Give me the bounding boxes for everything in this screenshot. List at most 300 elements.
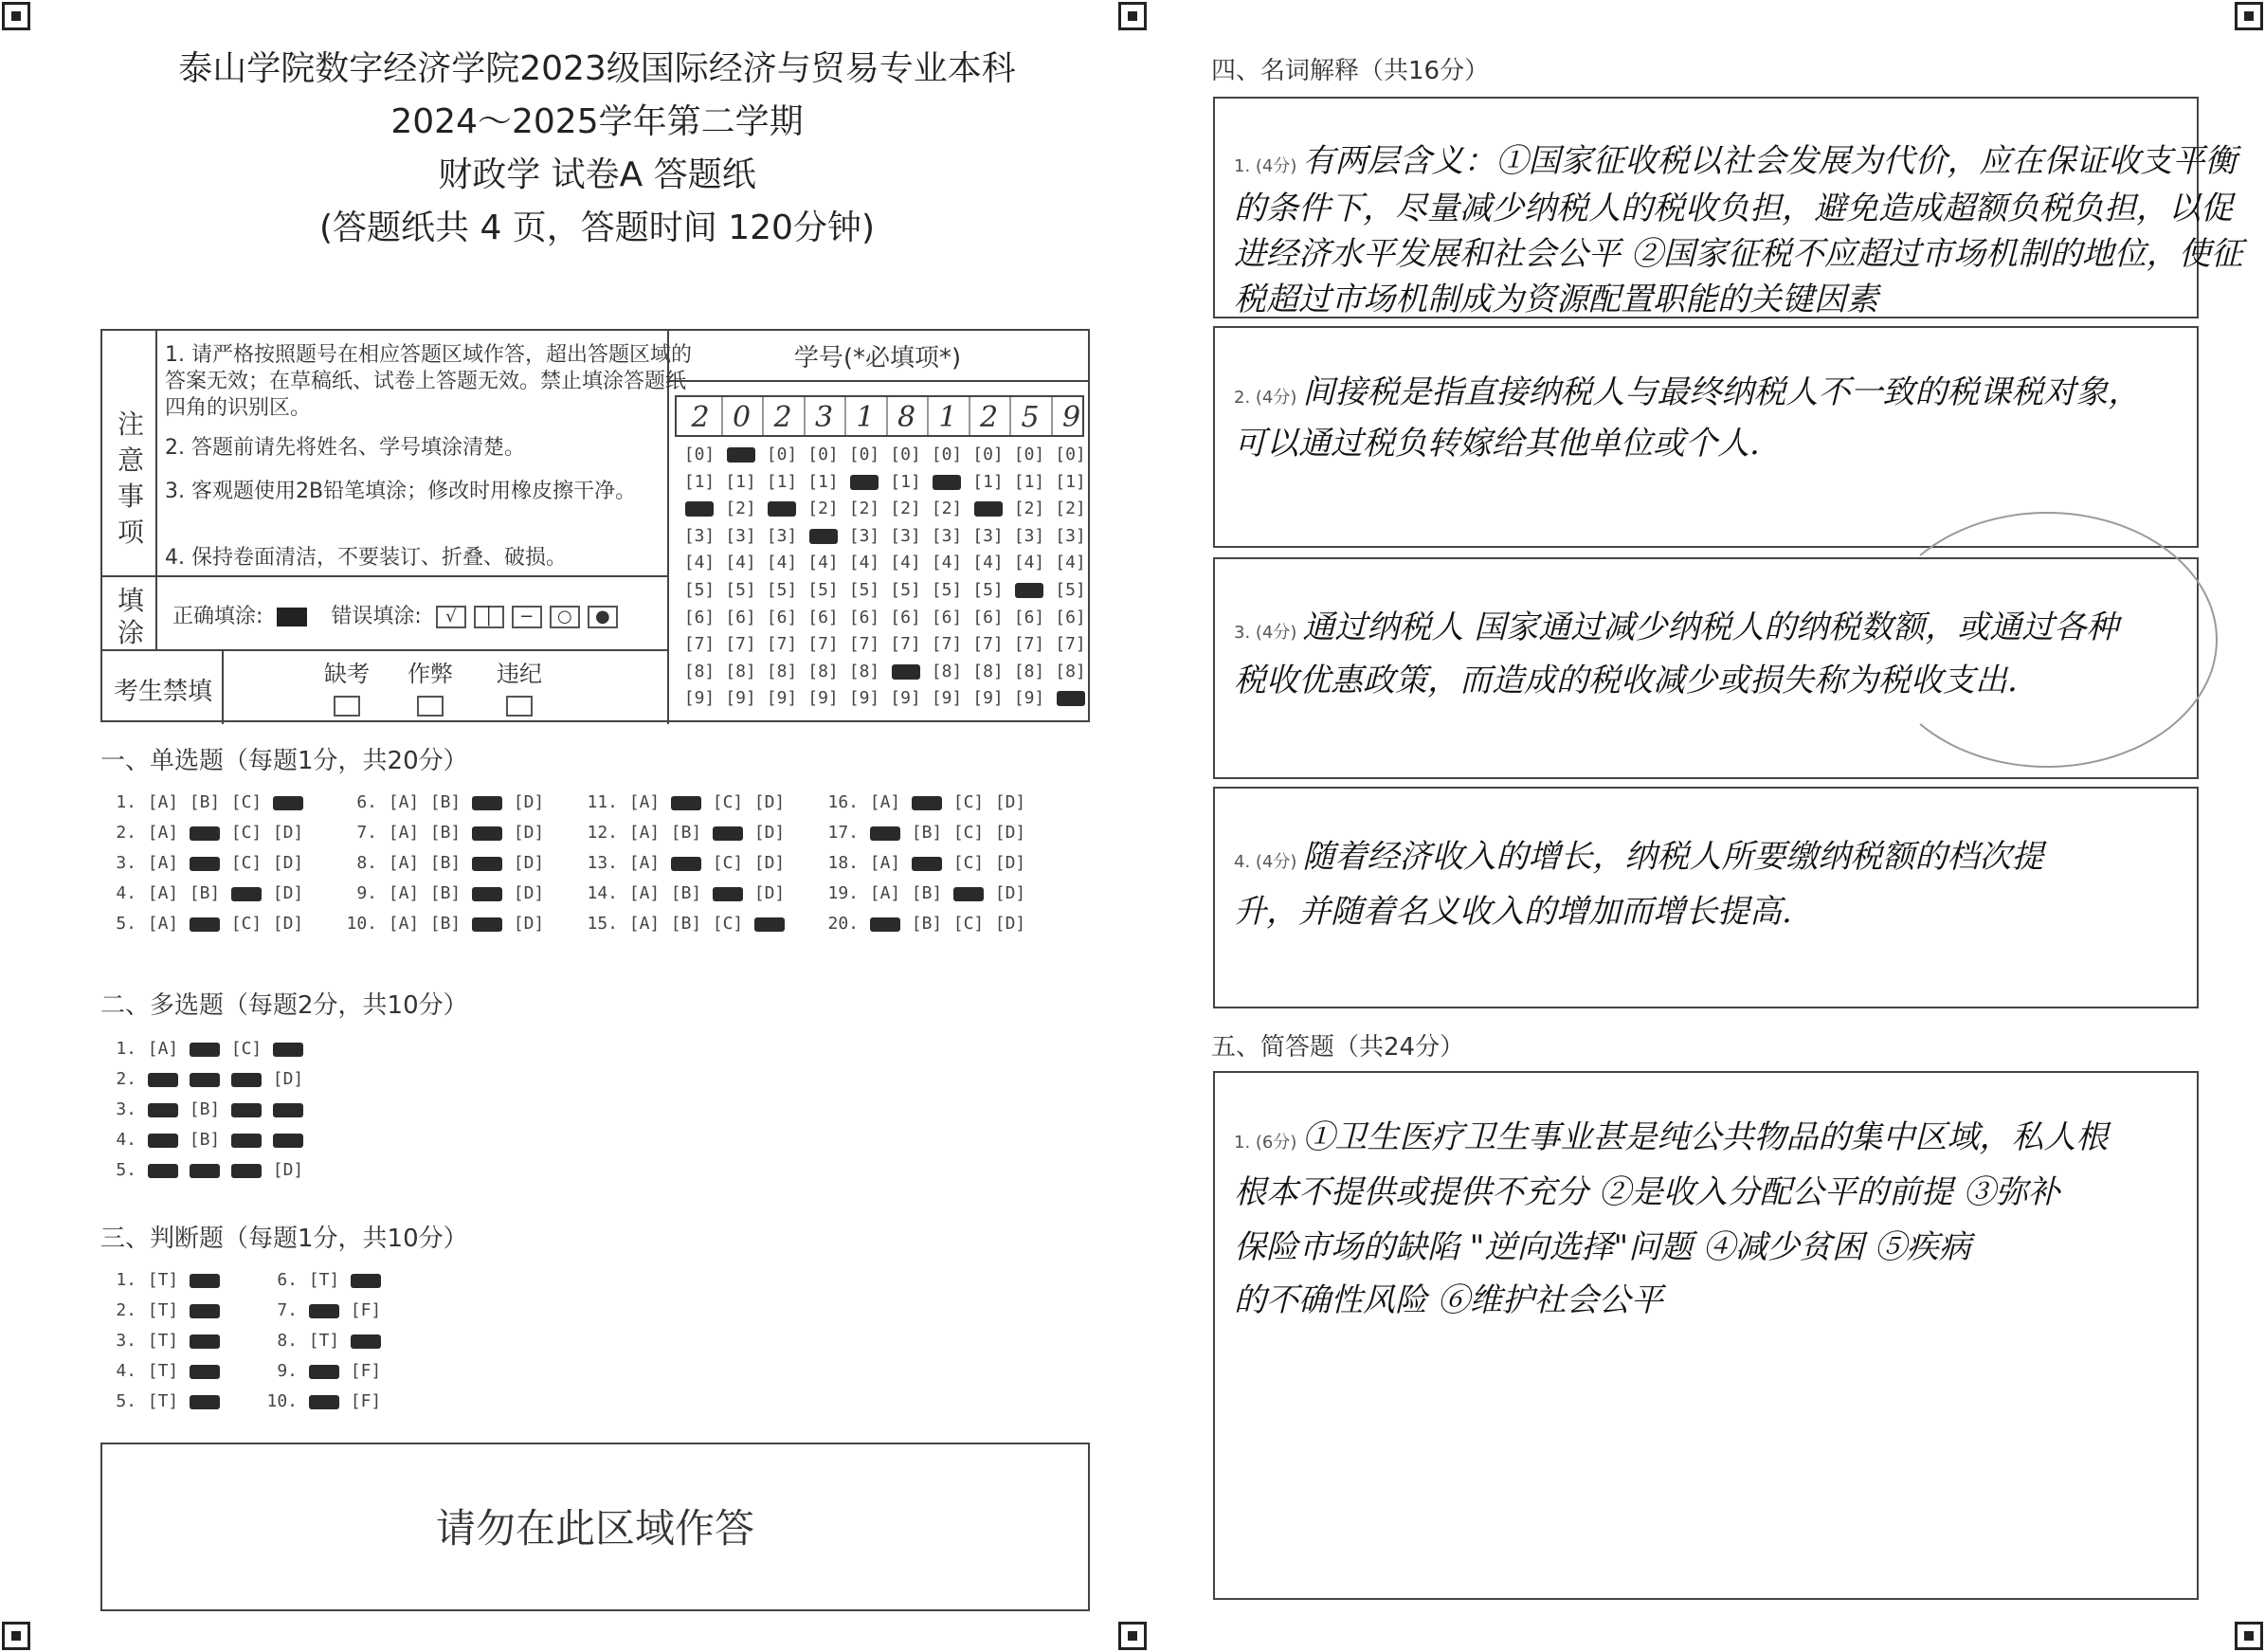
student-id-bubble[interactable]: [4] (1055, 553, 1086, 573)
student-id-bubble[interactable]: [7] (1055, 634, 1086, 655)
single-option-B[interactable]: [B] (189, 792, 221, 812)
student-id-bubble[interactable]: [9] (890, 688, 921, 709)
student-id-bubble[interactable]: [3] (890, 525, 921, 546)
wrong-fill-marks (428, 605, 618, 628)
single-question-9: 9. [A] [B] [D] (345, 883, 550, 903)
student-id-digit: 8 (897, 401, 916, 434)
single-question-19: 19. [A] [B] [D] (826, 883, 1031, 903)
multi-option-D[interactable] (267, 1039, 309, 1059)
single-option-C[interactable] (226, 883, 267, 903)
multi-option-B[interactable] (184, 1039, 226, 1059)
student-id-bubble[interactable]: [1] (807, 471, 839, 492)
single-option-C[interactable] (948, 883, 989, 903)
single-option-A[interactable]: [A] (147, 823, 179, 843)
section2-title: 二、多选题（每题2分，共10分） (100, 991, 468, 1020)
student-id-bubble[interactable]: [6] (807, 607, 839, 627)
single-option-D[interactable]: [D] (994, 823, 1026, 843)
judge-option-T[interactable]: [T] (308, 1270, 340, 1290)
student-id-bubble[interactable]: [6] (1013, 607, 1045, 627)
judge-option-T[interactable] (303, 1300, 345, 1320)
multi-option-C[interactable] (226, 1130, 267, 1150)
student-id-bubble[interactable]: [1] (683, 471, 716, 492)
student-id-bubble[interactable]: [0] (766, 445, 798, 464)
student-id-bubble[interactable]: [4] (972, 553, 1004, 573)
multi-option-D[interactable] (267, 1099, 309, 1119)
single-question-10: 10. [A] [B] [D] (345, 914, 550, 934)
student-id-bubble[interactable]: [8] (766, 661, 798, 681)
student-id-bubble[interactable]: [0] (1055, 445, 1086, 464)
judge-question-3: 3. [T] (104, 1331, 226, 1351)
single-option-D[interactable]: [D] (272, 914, 304, 934)
notice-item-1: 1. 请严格按照题号在相应答题区域作答，超出答题区域的答案无效；在草稿纸、试卷上答题无效。禁止填涂答题纸四角的识别区。 (165, 343, 692, 420)
single-option-A[interactable]: [A] (388, 883, 420, 903)
corner-marker-bottom-left (2, 1622, 30, 1650)
student-id-digit: 5 (1021, 401, 1040, 434)
judge-option-T[interactable]: [T] (147, 1391, 179, 1411)
single-option-B[interactable]: [B] (429, 792, 462, 812)
student-id-bubble[interactable]: [7] (683, 634, 716, 655)
student-id-bubble[interactable]: [1] (725, 471, 756, 492)
multi-option-B[interactable] (184, 1160, 226, 1180)
student-id-bubble[interactable]: [2] (931, 499, 963, 519)
correct-fill-mark (277, 608, 307, 626)
sheet-title-line4: (答题纸共 4 页，答题时间 120分钟) (318, 209, 876, 247)
student-id-bubble[interactable]: [2] (848, 499, 880, 519)
sheet-title-line3: 财政学 试卷A 答题纸 (438, 155, 756, 194)
student-id-digit: 3 (814, 401, 834, 434)
single-option-A[interactable]: [A] (628, 853, 661, 873)
multi-option-A[interactable] (142, 1130, 184, 1150)
student-id-bubble[interactable]: [1] (1055, 471, 1086, 492)
student-id-bubble[interactable]: [8] (848, 661, 880, 681)
student-id-bubble[interactable]: [3] (683, 525, 716, 546)
student-id-bubble[interactable]: [6] (725, 607, 756, 627)
single-question-11: 11. [A] [C] [D] (586, 792, 790, 812)
student-id-bubble[interactable]: [0] (972, 445, 1004, 464)
judge-option-F[interactable]: [F] (350, 1300, 382, 1320)
corner-marker-top-left (2, 2, 30, 30)
single-option-D[interactable]: [D] (513, 883, 545, 903)
single-option-C[interactable] (466, 883, 508, 903)
single-option-C[interactable]: [C] (712, 914, 744, 934)
single-option-D[interactable]: [D] (272, 823, 304, 843)
student-id-bubble[interactable]: [3] (766, 525, 798, 546)
student-id-bubble[interactable]: [5] (725, 580, 756, 600)
judge-option-F[interactable]: [F] (350, 1391, 382, 1411)
single-option-C[interactable] (466, 792, 508, 812)
student-id-bubble[interactable]: [7] (1013, 634, 1045, 655)
single-option-D[interactable] (267, 792, 309, 812)
judge-option-T[interactable] (303, 1391, 345, 1411)
single-question-12: 12. [A] [B] [D] (586, 823, 790, 843)
student-id-bubble[interactable]: [8] (725, 661, 756, 681)
answer-box-s4-q4[interactable]: 4. (4分) 随着经济收入的增长，纳税人所要缴纳税额的档次提 升，并随着名义收入的增加而增长提高. (1213, 787, 2199, 1008)
single-question-15: 15. [A] [B] [C] (586, 914, 790, 934)
judge-question-2: 2. [T] (104, 1300, 226, 1320)
single-option-B[interactable] (184, 853, 226, 873)
answer-box-s4-q1[interactable]: 1. (4分) 有两层含义：①国家征收税以社会发展为代价，应在保证收支平衡 的条件下，尽量减少纳税人的税收负担，避免造成超额负税负担，以促 进经济水平发展和社会公平 ②国家征税不应超过市场机制的地位，使征 税超过市场机制成为资源配置职能的关键因素 (1213, 97, 2199, 318)
single-question-14: 14. [A] [B] [D] (586, 883, 790, 903)
student-id-bubble[interactable]: [1] (1013, 471, 1045, 492)
judge-question-8: 8. [T] (265, 1331, 387, 1351)
single-option-C[interactable]: [C] (230, 823, 263, 843)
judge-question-7: 7. [F] (265, 1300, 387, 1320)
single-option-D[interactable]: [D] (513, 853, 545, 873)
student-id-bubble[interactable]: [5] (972, 580, 1004, 600)
single-option-C[interactable] (466, 823, 508, 843)
single-option-C[interactable]: [C] (712, 853, 744, 873)
single-option-D[interactable]: [D] (753, 823, 786, 843)
single-option-A[interactable]: [A] (628, 914, 661, 934)
student-id-bubble[interactable] (805, 526, 843, 546)
student-id-bubble[interactable]: [4] (807, 553, 839, 573)
single-option-A[interactable]: [A] (869, 853, 901, 873)
student-id-bubble[interactable]: [3] (972, 525, 1004, 546)
single-option-C[interactable]: [C] (230, 914, 263, 934)
student-id-bubble[interactable]: [4] (766, 553, 798, 573)
student-id-bubble[interactable] (928, 472, 966, 492)
student-id-bubble[interactable]: [6] (848, 607, 880, 627)
fill-example-row (172, 600, 618, 629)
student-id-bubble[interactable] (680, 499, 718, 518)
single-option-B[interactable] (665, 853, 707, 873)
single-question-2: 2. [A] [C] [D] (104, 823, 309, 843)
multi-question-2: 2. [D] (104, 1069, 309, 1089)
section1-title: 一、单选题（每题1分，共20分） (100, 747, 468, 775)
student-id-bubble[interactable]: [3] (1055, 525, 1086, 546)
student-id-bubble[interactable]: [5] (1055, 580, 1086, 600)
student-id-bubble[interactable]: [8] (972, 661, 1004, 681)
single-option-A[interactable]: [A] (628, 792, 661, 812)
multi-question-1: 1. [A] [C] (104, 1039, 309, 1059)
judge-option-T[interactable] (303, 1361, 345, 1381)
single-option-C[interactable] (466, 914, 508, 934)
student-id-area (669, 331, 1090, 722)
student-id-bubble[interactable]: [7] (931, 634, 963, 655)
student-id-bubble[interactable]: [7] (848, 634, 880, 655)
single-option-D[interactable]: [D] (513, 914, 545, 934)
pencil-circle-mark (1876, 512, 2218, 768)
student-id-bubble[interactable]: [4] (890, 553, 921, 573)
single-question-5: 5. [A] [C] [D] (104, 914, 309, 934)
single-option-D[interactable]: [D] (753, 883, 786, 903)
wrong-fill-mark-3: − (512, 606, 542, 628)
multi-option-C[interactable] (226, 1160, 267, 1180)
judge-question-5: 5. [T] (104, 1391, 226, 1411)
student-id-bubble[interactable]: [2] (807, 499, 839, 519)
multi-option-B[interactable]: [B] (189, 1099, 221, 1119)
single-option-B[interactable] (184, 823, 226, 843)
judge-option-F[interactable] (345, 1331, 387, 1351)
section5-title: 五、简答题（共24分） (1211, 1033, 1465, 1062)
judge-question-1: 1. [T] (104, 1270, 226, 1290)
single-question-1: 1. [A] [B] [C] (104, 792, 309, 812)
single-option-B[interactable]: [B] (429, 883, 462, 903)
student-id-bubble[interactable]: [1] (972, 471, 1004, 492)
single-option-A[interactable]: [A] (388, 792, 420, 812)
single-option-B[interactable]: [B] (429, 914, 462, 934)
corner-marker-bottom-middle (1118, 1622, 1147, 1650)
student-id-bubble[interactable] (763, 499, 801, 518)
no-answer-zone: 请勿在此区域作答 (100, 1443, 1090, 1611)
student-id-bubble[interactable]: [4] (683, 553, 716, 573)
wrong-fill-label: 错误填涂: (331, 605, 422, 628)
single-option-A[interactable]: [A] (388, 914, 420, 934)
student-id-bubble[interactable]: [4] (931, 553, 963, 573)
student-id-bubble[interactable]: [0] (683, 445, 716, 464)
judge-option-T[interactable]: [T] (147, 1361, 179, 1381)
single-option-A[interactable]: [A] (628, 823, 661, 843)
student-id-bubble[interactable]: [9] (931, 688, 963, 709)
single-option-A[interactable]: [A] (869, 883, 901, 903)
student-id-bubble[interactable] (1010, 580, 1048, 600)
judge-option-F[interactable] (184, 1300, 226, 1320)
single-option-D[interactable]: [D] (994, 853, 1026, 873)
single-option-C[interactable] (707, 823, 749, 843)
single-option-A[interactable]: [A] (147, 883, 179, 903)
student-id-digit: 1 (938, 401, 957, 434)
answer-box-s4-q3[interactable]: 3. (4分) 通过纳税人 国家通过减少纳税人的纳税数额，或通过各种 税收优惠政策，而造成的税收减少或损失称为税收支出. (1213, 557, 2199, 779)
single-option-B[interactable]: [B] (670, 883, 702, 903)
judge-question-9: 9. [F] (265, 1361, 387, 1381)
single-option-B[interactable]: [B] (429, 853, 462, 873)
student-id-bubble[interactable] (722, 445, 760, 464)
single-option-D[interactable]: [D] (513, 792, 545, 812)
student-id-bubble[interactable]: [3] (725, 525, 756, 546)
single-option-B[interactable] (906, 853, 948, 873)
student-id-digit: 0 (732, 401, 752, 434)
student-id-bubble[interactable]: [0] (1013, 445, 1045, 464)
single-option-B[interactable]: [B] (670, 823, 702, 843)
single-option-A[interactable]: [A] (869, 792, 901, 812)
single-option-A[interactable] (864, 823, 906, 843)
multi-option-A[interactable] (142, 1069, 184, 1089)
student-id-digit: 2 (979, 401, 999, 434)
student-id-bubble[interactable]: [6] (1055, 607, 1086, 627)
multi-option-C[interactable] (226, 1099, 267, 1119)
student-id-bubble[interactable]: [8] (1055, 661, 1086, 681)
multi-option-B[interactable]: [B] (189, 1130, 221, 1150)
multi-question-5: 5. [D] (104, 1160, 309, 1180)
wrong-fill-mark-1: √ (436, 606, 466, 628)
section4-title: 四、名词解释（共16分） (1211, 57, 1490, 85)
single-option-C[interactable]: [C] (952, 823, 985, 843)
single-option-D[interactable]: [D] (753, 853, 786, 873)
notice-item-4: 4. 保持卷面清洁，不要装订、折叠、破损。 (165, 546, 567, 570)
student-id-bubble[interactable]: [2] (725, 499, 756, 519)
single-question-3: 3. [A] [C] [D] (104, 853, 309, 873)
single-option-B[interactable] (184, 914, 226, 934)
single-option-A[interactable]: [A] (388, 853, 420, 873)
answer-box-s4-q2[interactable]: 2. (4分) 间接税是指直接纳税人与最终纳税人不一致的税课税对象， 可以通过税负转嫁给其他单位或个人. (1213, 326, 2199, 548)
single-option-B[interactable]: [B] (911, 883, 943, 903)
student-id-title: 学号(*必填项*) (793, 344, 962, 372)
single-question-7: 7. [A] [B] [D] (345, 823, 550, 843)
single-option-A[interactable]: [A] (147, 792, 179, 812)
multi-option-D[interactable]: [D] (272, 1160, 304, 1180)
single-option-D[interactable]: [D] (994, 792, 1026, 812)
student-id-bubble[interactable]: [9] (972, 688, 1004, 709)
single-question-4: 4. [A] [B] [D] (104, 883, 309, 903)
judge-question-10: 10. [F] (265, 1391, 387, 1411)
info-box (100, 329, 1090, 722)
wrong-fill-mark-5: ● (588, 606, 618, 628)
multi-option-C[interactable] (226, 1069, 267, 1089)
student-id-bubble[interactable]: [7] (972, 634, 1004, 655)
student-id-bubble[interactable]: [3] (848, 525, 880, 546)
student-id-bubble[interactable]: [5] (890, 580, 921, 600)
judge-option-F[interactable] (345, 1270, 387, 1290)
student-id-bubble[interactable]: [7] (725, 634, 756, 655)
student-id-bubble[interactable]: [9] (848, 688, 880, 709)
student-id-bubble[interactable]: [6] (931, 607, 963, 627)
single-option-D[interactable]: [D] (272, 883, 304, 903)
student-id-bubble[interactable]: [0] (848, 445, 880, 464)
student-id-bubble[interactable]: [3] (931, 525, 963, 546)
student-id-digit: 2 (773, 401, 792, 434)
judge-option-T[interactable]: [T] (147, 1270, 179, 1290)
single-question-20: 20. [B] [C] [D] (826, 914, 1031, 934)
single-option-C[interactable]: [C] (952, 853, 985, 873)
student-id-bubble[interactable]: [4] (725, 553, 756, 573)
single-option-B[interactable]: [B] (670, 914, 702, 934)
judge-option-T[interactable]: [T] (147, 1300, 179, 1320)
student-id-bubble[interactable] (969, 499, 1007, 518)
notice-label: 注意事项 (117, 408, 144, 548)
student-id-bubble[interactable]: [0] (807, 445, 839, 464)
student-id-bubble[interactable]: [5] (807, 580, 839, 600)
student-id-bubble[interactable]: [7] (766, 634, 798, 655)
student-id-bubble[interactable]: [7] (890, 634, 921, 655)
single-option-C[interactable] (466, 853, 508, 873)
multi-option-D[interactable] (267, 1130, 309, 1150)
student-id-bubble[interactable]: [1] (766, 471, 798, 492)
student-id-bubble[interactable]: [5] (766, 580, 798, 600)
student-id-bubble[interactable]: [9] (1013, 688, 1045, 709)
judge-option-F[interactable] (184, 1331, 226, 1351)
student-id-bubble[interactable]: [0] (931, 445, 963, 464)
student-id-bubble[interactable]: [4] (1013, 553, 1045, 573)
single-question-6: 6. [A] [B] [D] (345, 792, 550, 812)
student-id-bubble[interactable]: [9] (766, 688, 798, 709)
student-id-bubble[interactable]: [9] (725, 688, 756, 709)
student-id-bubble[interactable]: [2] (1055, 499, 1086, 519)
judge-option-F[interactable]: [F] (350, 1361, 382, 1381)
student-id-bubble[interactable]: [6] (766, 607, 798, 627)
correct-fill-label: 正确填涂: (172, 605, 263, 628)
multi-option-A[interactable] (142, 1099, 184, 1119)
student-id-bubble[interactable]: [0] (890, 445, 921, 464)
multi-option-A[interactable]: [A] (147, 1039, 179, 1059)
single-option-C[interactable]: [C] (230, 792, 263, 812)
single-option-A[interactable]: [A] (147, 853, 179, 873)
judge-option-T[interactable]: [T] (308, 1331, 340, 1351)
single-option-A[interactable]: [A] (628, 883, 661, 903)
student-id-bubble[interactable]: [6] (890, 607, 921, 627)
multi-option-C[interactable]: [C] (230, 1039, 263, 1059)
student-id-bubble[interactable]: [6] (683, 607, 716, 627)
student-id-bubble[interactable]: [8] (931, 661, 963, 681)
notice-item-2: 2. 答题前请先将姓名、学号填涂清楚。 (165, 436, 525, 460)
notice-item-3: 3. 客观题使用2B铅笔填涂；修改时用橡皮擦干净。 (165, 480, 637, 503)
sheet-title-line1: 泰山学院数字经济学院2023级国际经济与贸易专业本科 (178, 49, 1016, 88)
multi-option-D[interactable]: [D] (272, 1069, 304, 1089)
single-option-B[interactable]: [B] (429, 823, 462, 843)
single-option-D[interactable]: [D] (994, 883, 1026, 903)
student-id-bubble[interactable] (887, 662, 925, 681)
student-id-bubble[interactable]: [2] (1013, 499, 1045, 519)
section3-title: 三、判断题（每题1分，共10分） (100, 1225, 468, 1253)
single-option-A[interactable]: [A] (147, 914, 179, 934)
single-question-17: 17. [B] [C] [D] (826, 823, 1031, 843)
ban-cheating[interactable]: 作弊 (392, 655, 468, 717)
single-option-C[interactable]: [C] (230, 853, 263, 873)
student-id-bubble[interactable]: [6] (972, 607, 1004, 627)
judge-option-F[interactable] (184, 1361, 226, 1381)
student-id-bubble[interactable]: [9] (683, 688, 716, 709)
corner-marker-bottom-right (2235, 1622, 2263, 1650)
single-option-D[interactable]: [D] (753, 792, 786, 812)
single-option-D[interactable]: [D] (513, 823, 545, 843)
answer-box-s5-q1[interactable]: 1. (6分) ①卫生医疗卫生事业甚是纯公共物品的集中区域，私人根 根本不提供或提供不充分 ②是收入分配公平的前提 ③弥补 保险市场的缺陷 "逆向选择"问题 ④减少贫困 ⑤疾病 的不确性风险 ⑥维护社会公平 (1213, 1071, 2199, 1600)
single-option-A[interactable]: [A] (388, 823, 420, 843)
multi-question-3: 3. [B] (104, 1099, 309, 1119)
multi-option-B[interactable] (184, 1069, 226, 1089)
single-option-C[interactable]: [C] (952, 792, 985, 812)
student-id-digit: 2 (691, 401, 710, 434)
single-option-B[interactable]: [B] (189, 883, 221, 903)
student-id-bubble[interactable]: [8] (807, 661, 839, 681)
student-id-bubble[interactable] (1052, 688, 1090, 708)
single-option-B[interactable] (906, 792, 948, 812)
ban-violation[interactable]: 违纪 (481, 655, 557, 717)
student-id-bubble[interactable]: [7] (807, 634, 839, 655)
single-option-A[interactable] (864, 914, 906, 934)
student-id-bubble[interactable]: [2] (890, 499, 921, 519)
single-option-D[interactable] (749, 914, 790, 934)
multi-option-A[interactable] (142, 1160, 184, 1180)
single-option-D[interactable]: [D] (994, 914, 1026, 934)
single-option-B[interactable]: [B] (911, 823, 943, 843)
judge-option-F[interactable] (184, 1391, 226, 1411)
student-id-bubble[interactable]: [8] (1013, 661, 1045, 681)
student-id-bubble[interactable] (845, 472, 883, 492)
wrong-fill-mark-4: ○ (550, 606, 580, 628)
student-id-bubble[interactable]: [4] (848, 553, 880, 573)
single-option-D[interactable]: [D] (272, 853, 304, 873)
single-question-16: 16. [A] [C] [D] (826, 792, 1031, 812)
single-option-B[interactable] (665, 792, 707, 812)
student-id-bubble[interactable]: [5] (683, 580, 716, 600)
student-id-bubble[interactable]: [5] (931, 580, 963, 600)
judge-option-T[interactable]: [T] (147, 1331, 179, 1351)
student-id-bubble[interactable]: [3] (1013, 525, 1045, 546)
judge-option-F[interactable] (184, 1270, 226, 1290)
single-option-C[interactable] (707, 883, 749, 903)
single-option-B[interactable]: [B] (911, 914, 943, 934)
single-option-C[interactable]: [C] (952, 914, 985, 934)
exam-ban-label: 考生禁填 (114, 678, 213, 706)
multi-question-4: 4. [B] (104, 1130, 309, 1150)
student-id-bubble[interactable]: [5] (848, 580, 880, 600)
single-option-C[interactable]: [C] (712, 792, 744, 812)
corner-marker-top-right (2235, 2, 2263, 30)
student-id-bubble[interactable]: [9] (807, 688, 839, 709)
student-id-bubble[interactable]: [1] (890, 471, 921, 492)
ban-absent[interactable]: 缺考 (309, 655, 385, 717)
wrong-fill-mark-2: │ (474, 606, 504, 628)
student-id-bubble[interactable]: [8] (683, 661, 716, 681)
